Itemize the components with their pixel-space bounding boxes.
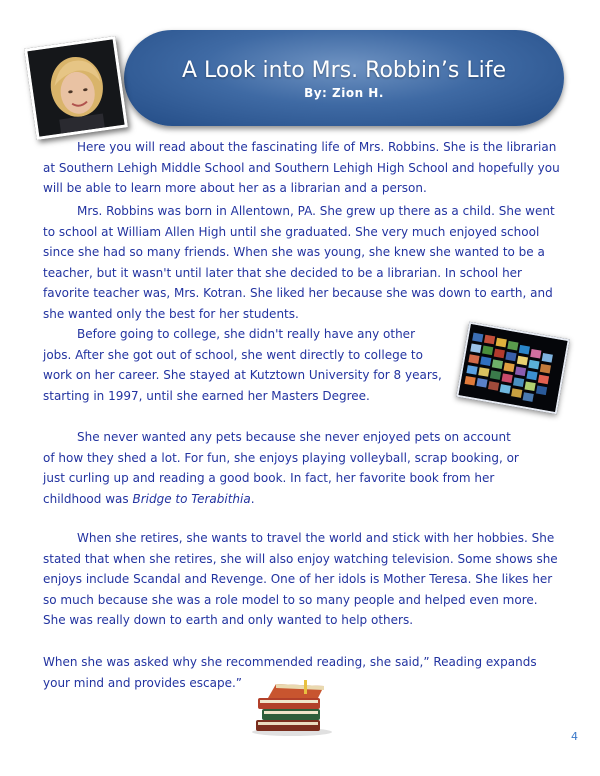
books-icon (246, 678, 338, 736)
retirement-paragraph (43, 528, 563, 631)
page-number: 4 (571, 730, 578, 743)
portrait-image (27, 39, 124, 136)
hobbies-end: . (250, 491, 255, 506)
tv-screens-image (458, 324, 567, 412)
hobbies-paragraph (43, 427, 523, 509)
childhood-text: Mrs. Robbins was born in Allentown, PA. She grew up there as a child. She went to school at William Allen High until she graduated. She very much enjoyed school since she had so many friends. When she was young, she knew she wanted to be a teacher, but it wasn't until later that she decided to be a librarian. In school her favorite teacher was, Mrs. Kotran. She liked her because she was down to earth, and she wanted only the best for her students. (43, 204, 555, 321)
college-text: Before going to college, she didn't really have any other jobs. After she got out of school, she went directly to college to work on her career. She stayed at Kutztown University for 8 years, starting in 1997, until she earned her Masters Degree. (43, 327, 442, 403)
byline: By: Zion H. (304, 86, 384, 100)
intro-paragraph (43, 137, 563, 199)
title-banner (124, 30, 564, 126)
intro-text: Here you will read about the fascinating life of Mrs. Robbins. She is the librarian at Southern Lehigh Middle School and Southern Lehigh High School and hopefully you will be able to learn more about her as a librarian and a person. (43, 140, 560, 195)
hobbies-text: She never wanted any pets because she never enjoyed pets on account of how they shed a lot. For fun, she enjoys playing volleyball, scrap booking, or just curling up and reading a good book. In fact, her favorite book from her childhood was (43, 430, 519, 506)
books-clipart (246, 678, 338, 736)
tv-screens-photo (456, 322, 570, 415)
page-title: A Look into Mrs. Robbin’s Life (181, 58, 507, 83)
portrait-photo (24, 36, 128, 140)
quote-text: When she was asked why she recommended reading, she said,” Reading expands your mind and provides escape.” (43, 655, 537, 690)
retirement-text: When she retires, she wants to travel the world and stick with her hobbies. She stated that when she retires, she will also enjoy watching television. Some shows she enjoys include Scandal and Revenge. One of her idols is Mother Teresa. She likes her so much because she was a role model to so many people and helped even more. She was really down to earth and only wanted to help others. (43, 531, 558, 627)
favorite-book-title: Bridge to Terabithia (132, 491, 251, 506)
childhood-paragraph (43, 201, 563, 324)
college-paragraph (43, 324, 443, 406)
